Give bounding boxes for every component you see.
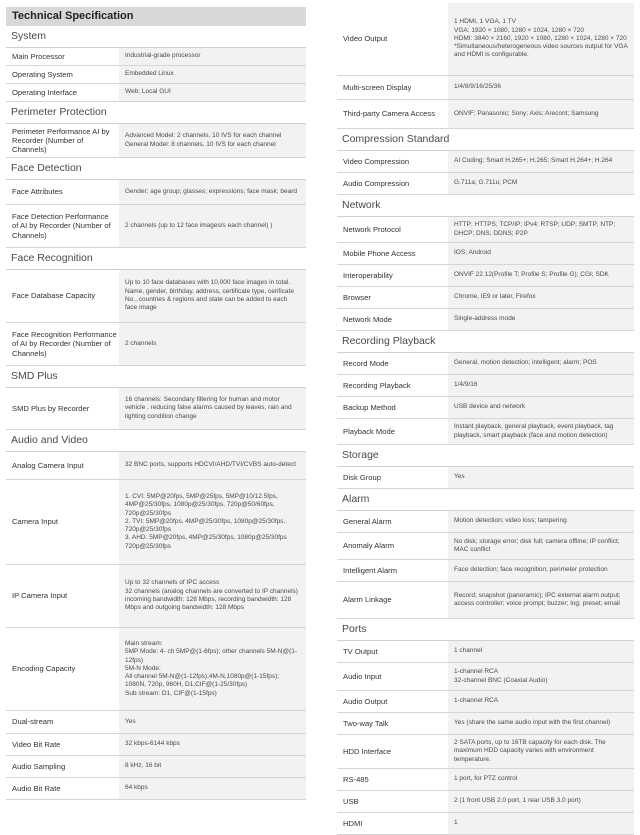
spec-row-network-mode	[337, 309, 634, 331]
spec-row-browser	[337, 287, 634, 309]
section-header-recording-playback: Recording Playback	[337, 331, 634, 353]
section-header-perimeter-protection: Perimeter Protection	[6, 102, 306, 124]
spec-label: Mobile Phone Access	[343, 248, 416, 258]
spec-value: 32 kbps-6144 kbps	[119, 734, 306, 755]
spec-value: 1-channel RCA	[448, 691, 634, 712]
spec-row-hdd-interface	[337, 735, 634, 769]
spec-row-interoperability	[337, 265, 634, 287]
spec-value: Yes	[448, 467, 634, 488]
spec-value: 2 (1 front USB 2.0 port, 1 rear USB 3.0 port)	[448, 791, 634, 812]
spec-row-operating-system	[6, 66, 306, 84]
spec-label: Perimeter Performance AI by Recorder (Number of Channels)	[12, 126, 110, 155]
spec-value: Industrial-grade processor	[119, 48, 306, 65]
spec-value: Instant playback, general playback, event playback, tag playback, smart playback (face and motion detection)	[448, 419, 634, 444]
section-header-compression-standard: Compression Standard	[337, 129, 634, 151]
spec-value: IOS; Android	[448, 243, 634, 264]
spec-row-third-party-camera-access	[337, 100, 634, 129]
section-header-audio-and-video: Audio and Video	[6, 430, 306, 452]
spec-label: Recording Playback	[343, 380, 411, 390]
spec-value: Embedded Linux	[119, 66, 306, 83]
spec-label: Operating Interface	[12, 87, 78, 97]
spec-value: General, motion detection; intelligent; alarm; POS	[448, 353, 634, 374]
spec-value: Yes (share the same audio input with the first channel)	[448, 713, 634, 734]
spec-value: 64 kbps	[119, 778, 306, 799]
spec-row-operating-interface	[6, 84, 306, 102]
spec-value: Main stream: 5MP Mode: 4- ch 5MP@(1-6fps); other channels 5M-N@(1-12fps) 5M-N Mode: All channel 5M-N@(1-12fps);4M-N,1080p@(1-15fps); 1080N, 720p, 960H, D1,CIF@(1-25/30fps) Sub stream: D1, CIF@(1-15fps)	[119, 628, 306, 710]
spec-label: RS-485	[343, 774, 369, 784]
section-header-face-recognition: Face Recognition	[6, 248, 306, 270]
spec-label: Audio Output	[343, 696, 388, 706]
spec-label: Video Compression	[343, 156, 410, 166]
spec-label: Operating System	[12, 69, 73, 79]
spec-label: TV Output	[343, 646, 378, 656]
spec-value: Advanced Model: 2 channels, 10 IVS for each channel General Model: 8 channels, 10 IVS for each channel	[119, 124, 306, 157]
spec-row-rs-485	[337, 769, 634, 791]
spec-value: Record; snapshot (panoramic); IPC external alarm output; access controller; voice prompt; buzzer; log; preset; email	[448, 582, 634, 618]
spec-label: Playback Mode	[343, 426, 395, 436]
spec-row-anomaly-alarm	[337, 533, 634, 560]
spec-row-audio-output	[337, 691, 634, 713]
spec-label: Video Bit Rate	[12, 739, 61, 749]
spec-value: G.711a; G.711u; PCM	[448, 173, 634, 194]
spec-label: Disk Group	[343, 472, 381, 482]
spec-label: Audio Input	[343, 671, 382, 681]
spec-label: Browser	[343, 292, 371, 302]
spec-value: ONVIF 22.12(Profile T; Profile S; Profile G); CGI; SDK	[448, 265, 634, 286]
spec-value: Up to 10 face databases with 10,000 face images in total. Name, gender, birthday, address, certificate type, cerificate No., countries & regions and state can be added to each face image	[119, 270, 306, 322]
spec-label: HDMI	[343, 818, 363, 828]
section-header-network: Network	[337, 195, 634, 217]
spec-row-face-database-capacity	[6, 270, 306, 323]
spec-row-perimeter-performance-ai-by-recorder-number-of-channels	[6, 124, 306, 158]
spec-label: Intelligent Alarm	[343, 565, 398, 575]
spec-label: Dual-stream	[12, 717, 54, 727]
spec-label: Camera Input	[12, 517, 59, 527]
spec-label: Two-way Talk	[343, 718, 389, 728]
spec-row-playback-mode	[337, 419, 634, 445]
right-spec-table	[337, 0, 634, 835]
spec-row-audio-input	[337, 663, 634, 691]
spec-row-video-compression	[337, 151, 634, 173]
spec-label: HDD Interface	[343, 746, 392, 756]
spec-row-mobile-phone-access	[337, 243, 634, 265]
spec-value: ONVIF; Panasonic; Sony; Axis; Arecont; Samsung	[448, 100, 634, 128]
spec-row-usb	[337, 791, 634, 813]
spec-row-record-mode	[337, 353, 634, 375]
spec-value: Up to 32 channels of IPC access 32 channels (analog channels are converted to IP channels) incoming bandwidth: 128 Mbps, recording bandwidth: 128 Mbps and outgoing bandwidth: 128 Mbps	[119, 565, 306, 627]
spec-value: Gender; age group; glasses; expressions; face mask; beard	[119, 180, 306, 204]
spec-row-face-recognition-performance-of-ai-by-recorder-number-of-channels	[6, 323, 306, 366]
spec-value: HTTP; HTTPS; TCP/IP; IPv4; RTSP; UDP; SMTP; NTP; DHCP; DNS; DDNS; P2P	[448, 217, 634, 242]
spec-label: Audio Bit Rate	[12, 783, 61, 793]
left-spec-table	[6, 26, 306, 800]
spec-label: Face Attributes	[12, 187, 63, 197]
spec-row-smd-plus-by-recorder	[6, 388, 306, 430]
spec-label: Network Mode	[343, 314, 392, 324]
spec-value: Face detection; face recognition; perimeter protection	[448, 560, 634, 581]
section-header-smd-plus: SMD Plus	[6, 366, 306, 388]
spec-value: 2 channels (up to 12 face images/s each channel) )	[119, 205, 306, 247]
spec-label: Face Database Capacity	[12, 291, 96, 301]
spec-value: 1	[448, 813, 634, 834]
spec-row-dual-stream	[6, 711, 306, 734]
spec-value: Web; Local GUI	[119, 84, 306, 101]
spec-label: Alarm Linkage	[343, 595, 392, 605]
spec-value: 2 channels	[119, 323, 306, 365]
section-header-storage: Storage	[337, 445, 634, 467]
spec-label: Third-party Camera Access	[343, 109, 435, 119]
section-header-system: System	[6, 26, 306, 48]
spec-label: USB	[343, 796, 359, 806]
spec-row-two-way-talk	[337, 713, 634, 735]
spec-row-tv-output	[337, 641, 634, 663]
spec-row-face-detection-performance-of-ai-by-recorder-number-of-channels	[6, 205, 306, 248]
spec-row-camera-input	[6, 480, 306, 565]
right-column	[337, 0, 634, 835]
spec-row-face-attributes	[6, 180, 306, 205]
spec-label: Video Output	[343, 34, 388, 44]
spec-label: Encoding Capacity	[12, 664, 76, 674]
spec-row-analog-camera-input	[6, 452, 306, 480]
spec-label: Anomaly Alarm	[343, 541, 395, 551]
spec-value: 1-channel RCA 32-channel BNC (Coaxial Audio)	[448, 663, 634, 690]
spec-row-video-output	[337, 3, 634, 76]
section-header-face-detection: Face Detection	[6, 158, 306, 180]
spec-label: SMD Plus by Recorder	[12, 403, 90, 413]
spec-row-alarm-linkage	[337, 582, 634, 619]
spec-row-network-protocol	[337, 217, 634, 243]
spec-value: 1/4/8/9/16/25/36	[448, 76, 634, 99]
spec-value: 1. CVI: 5MP@20fps, 5MP@25fps, 5MP@10/12.5fps, 4MP@25/30fps, 1080p@25/30fps, 720p@50/60fps, 720p@25/30fps 2. TVI: 5MP@20fps, 4MP@25/30fps, 1080p@25/30fps, 720p@25/30fps 3. AHD: 5MP@20fps, 4MP@25/30fps, 1080p@25/30fps 720p@25/30fps	[119, 480, 306, 564]
section-header-alarm: Alarm	[337, 489, 634, 511]
spec-label: Interoperability	[343, 270, 393, 280]
spec-row-audio-bit-rate	[6, 778, 306, 800]
spec-value: No disk; storage error; disk full; camera offline; IP conflict; MAC conflict	[448, 533, 634, 559]
spec-value: Chrome, IE9 or later, Firefox	[448, 287, 634, 308]
left-column	[6, 0, 306, 800]
spec-row-backup-method	[337, 397, 634, 419]
section-header-ports: Ports	[337, 619, 634, 641]
spec-label: Face Recognition Performance of AI by Recorder (Number of Channels)	[12, 330, 117, 358]
spec-label: Main Processor	[12, 51, 65, 61]
spec-value: Motion detection; video loss; tampering	[448, 511, 634, 532]
spec-value: Single-address mode	[448, 309, 634, 330]
spec-row-recording-playback	[337, 375, 634, 397]
page-title: Technical Specification	[6, 7, 306, 26]
spec-row-main-processor	[6, 48, 306, 66]
spec-row-multi-screen-display	[337, 76, 634, 100]
spec-value: AI Coding; Smart H.265+; H.265; Smart H.264+; H.264	[448, 151, 634, 172]
spec-value: USB device and network	[448, 397, 634, 418]
spec-value: 1/4/9/16	[448, 375, 634, 396]
spec-label: Backup Method	[343, 402, 396, 412]
spec-value: Yes	[119, 711, 306, 733]
spec-label: Audio Sampling	[12, 761, 66, 771]
spec-label: Record Mode	[343, 358, 389, 368]
spec-row-intelligent-alarm	[337, 560, 634, 582]
spec-label: Audio Compression	[343, 178, 410, 188]
spec-value: 1 HDMI, 1 VGA, 1 TV VGA: 1920 × 1080, 1280 × 1024, 1280 × 720 HDMI: 3840 × 2160, 1920 × 1080, 1280 × 1024, 1280 × 720 *Simultaneous/heterogeneous video sources output for VGA and HDMI is configurable.	[448, 3, 634, 75]
spec-label: Network Protocol	[343, 224, 401, 234]
spec-label: Analog Camera Input	[12, 460, 84, 470]
spec-value: 16 channels: Secondary filtering for human and motor vehicle , reducing false alarms caused by leaves, rain and lighting condition change	[119, 388, 306, 429]
spec-value: 1 channel	[448, 641, 634, 662]
spec-row-video-bit-rate	[6, 734, 306, 756]
spec-label: Multi-screen Display	[343, 82, 412, 92]
spec-value: 32 BNC ports, supports HDCVI/AHD/TVI/CVBS auto-detect	[119, 452, 306, 479]
spec-value: 1 port, for PTZ control	[448, 769, 634, 790]
spec-label: Face Detection Performance of AI by Recorder (Number of Channels)	[12, 212, 111, 240]
spec-row-general-alarm	[337, 511, 634, 533]
spec-label: IP Camera Input	[12, 591, 68, 601]
spec-label: General Alarm	[343, 516, 392, 526]
spec-row-audio-sampling	[6, 756, 306, 778]
spec-row-audio-compression	[337, 173, 634, 195]
spec-row-encoding-capacity	[6, 628, 306, 711]
spec-row-ip-camera-input	[6, 565, 306, 628]
spec-row-disk-group	[337, 467, 634, 489]
spec-value: 2 SATA ports, up to 16TB capacity for each disk. The maximum HDD capacity varies with environment temperature.	[448, 735, 634, 768]
spec-value: 8 kHz, 16 bit	[119, 756, 306, 777]
spec-row-hdmi	[337, 813, 634, 835]
